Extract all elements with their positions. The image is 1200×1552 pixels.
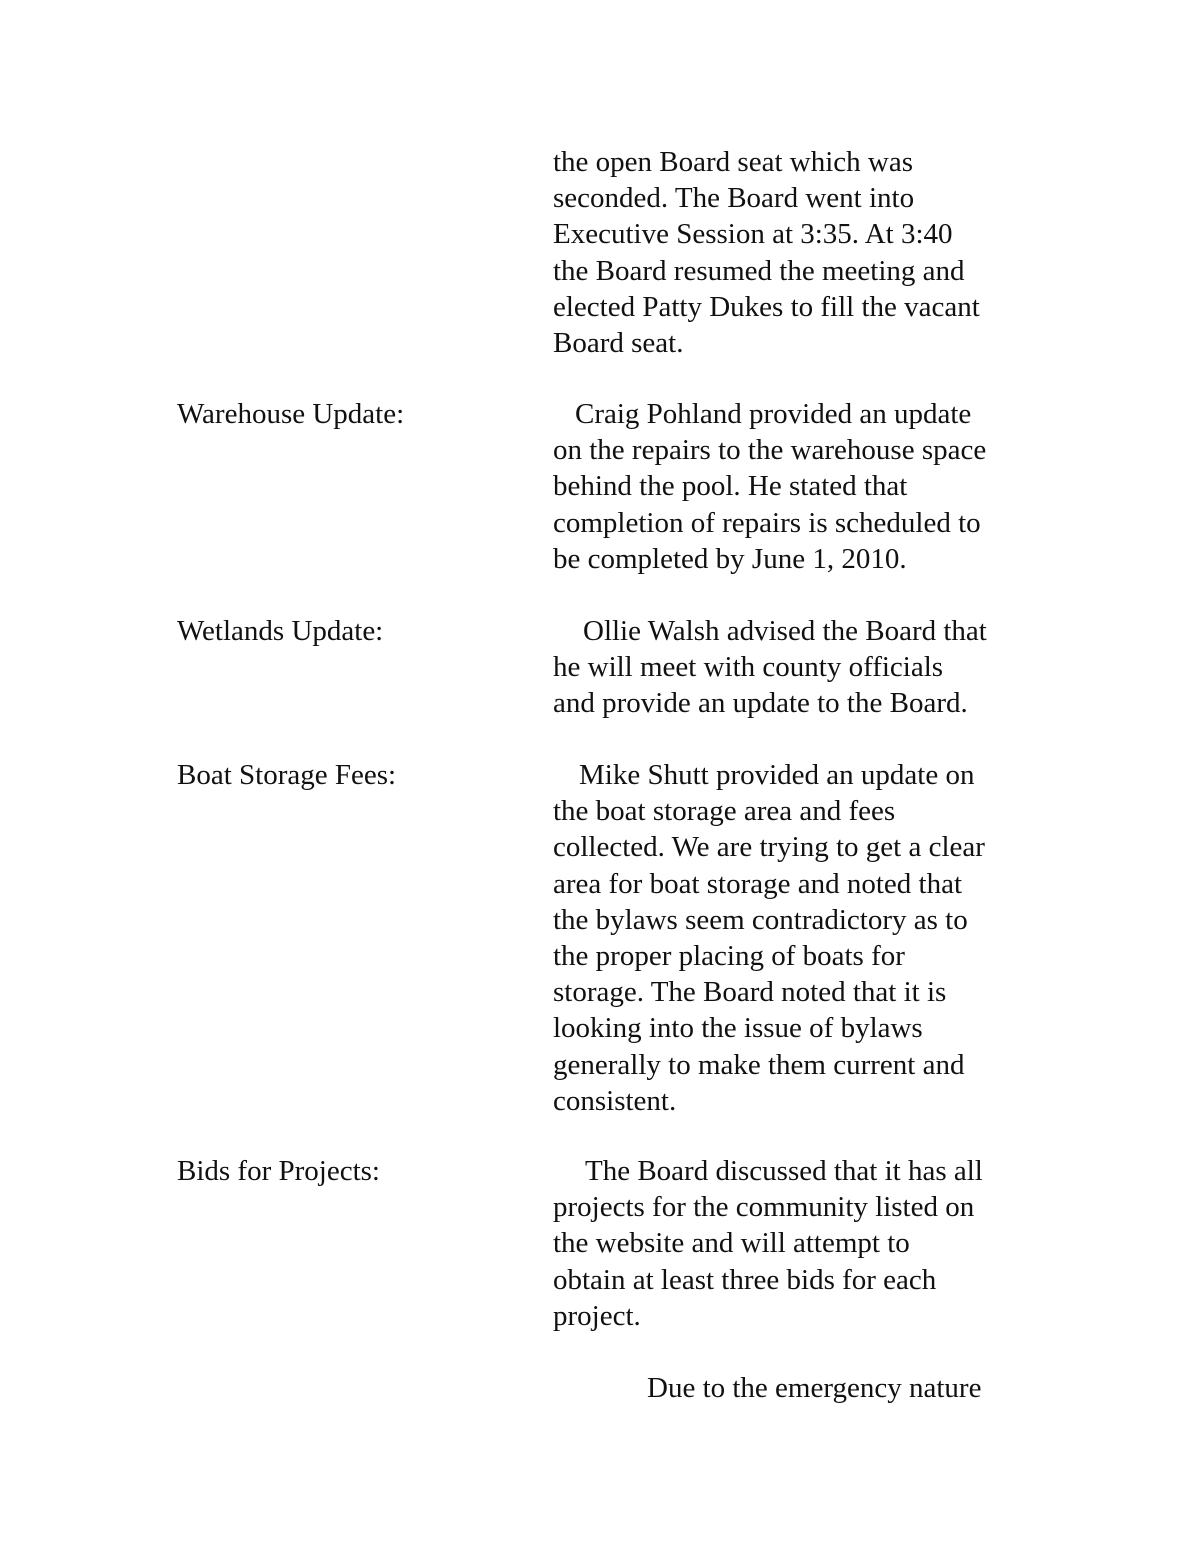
text-line: and provide an update to the Board. <box>553 687 968 720</box>
closing-line: Due to the emergency nature <box>647 1372 982 1404</box>
section-heading: Warehouse Update: <box>177 398 405 430</box>
text-line: the website and will attempt to <box>553 1227 910 1260</box>
text-line: project. <box>553 1299 641 1332</box>
text-line: the boat storage area and fees <box>553 795 896 828</box>
text-line: looking into the issue of bylaws <box>553 1012 923 1045</box>
text-line: storage. The Board noted that it is <box>553 976 947 1009</box>
section-body <box>553 1153 1033 1334</box>
section-body <box>553 757 1033 1119</box>
text-line: on the repairs to the warehouse space <box>553 434 987 467</box>
text-line: Executive Session at 3:35. At 3:40 <box>553 218 953 251</box>
text-line: obtain at least three bids for each <box>553 1263 937 1296</box>
text-line: the proper placing of boats for <box>553 940 905 973</box>
text-line: generally to make them current and <box>553 1048 965 1081</box>
text-line: projects for the community listed on <box>553 1191 975 1224</box>
continuation-text <box>553 144 1033 361</box>
text-line: the open Board seat which was <box>553 146 913 178</box>
text-line: Ollie Walsh advised the Board that <box>583 615 987 647</box>
text-line: Mike Shutt provided an update on <box>579 759 975 791</box>
text-line: he will meet with county officials <box>553 651 944 684</box>
section-body <box>553 396 1033 577</box>
text-line: Craig Pohland provided an update <box>575 398 972 430</box>
text-line: elected Patty Dukes to fill the vacant <box>553 290 980 323</box>
text-line: the bylaws seem contradictory as to <box>553 903 968 936</box>
text-line: area for boat storage and noted that <box>553 867 963 900</box>
section-heading: Boat Storage Fees: <box>177 759 397 791</box>
text-line: the Board resumed the meeting and <box>553 254 965 287</box>
section-body <box>553 613 1033 722</box>
text-line: collected. We are trying to get a clear <box>553 831 985 864</box>
text-line: consistent. <box>553 1084 677 1117</box>
text-line: completion of repairs is scheduled to <box>553 506 981 539</box>
text-line: be completed by June 1, 2010. <box>553 542 907 575</box>
text-line: The Board discussed that it has all <box>585 1155 983 1187</box>
text-line: Board seat. <box>553 327 684 360</box>
section-heading: Wetlands Update: <box>177 615 384 647</box>
text-line: seconded. The Board went into <box>553 182 915 215</box>
text-line: behind the pool. He stated that <box>553 470 908 503</box>
section-heading: Bids for Projects: <box>177 1155 380 1187</box>
